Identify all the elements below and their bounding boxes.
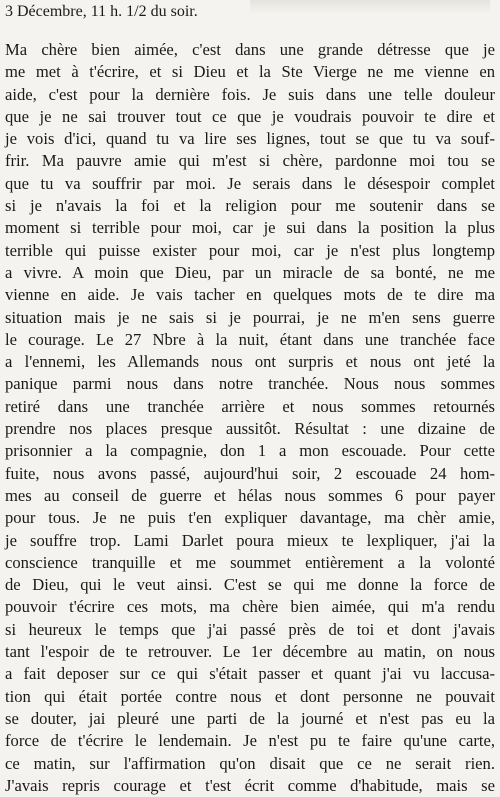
letter-line: si heureux le temps que j'ai passé près de toi et dont j'avais (5, 619, 495, 639)
letter-line: je vois d'ici, quand tu va lire ses lignes, tout se que tu va souf- (5, 129, 495, 149)
letter-line: aide, c'est pour la dernière fois. Je suis dans une telle douleur (5, 84, 495, 104)
letter-line: fuite, nous avons passé, aujourd'hui soir, 2 escouade 24 hom- (5, 463, 495, 483)
letter-line: tion qui était portée contre nous et dont personne ne pouvait (5, 686, 495, 706)
letter-line: J'avais repris courage et t'est écrit comme d'habitude, mais se (5, 775, 495, 795)
letter-line: conscience tranquille et me soummet entièrement a la volonté (5, 552, 495, 572)
letter-line: a vivre. A moin que Dieu, par un miracle de sa bonté, ne me (5, 262, 495, 282)
letter-line: le courage. Le 27 Nbre à la nuit, étant dans une tranchée face (5, 329, 495, 349)
letter-line: me met à t'écrire, et si Dieu et la Ste Vierge ne me vienne en (5, 62, 495, 82)
letter-line: terrible qui puisse exister pour moi, car je n'est plus longtemp (5, 240, 495, 260)
letter-line: se douter, jai pleuré une parti de la journé et n'est pas eu la (5, 708, 495, 728)
letter-line: si je n'avais la foi et la religion pour me soutenir dans se (5, 196, 495, 216)
letter-line: mes au conseil de guerre et hélas nous sommes 6 pour payer (5, 485, 495, 505)
letter-line: que tu va souffrir par moi. Je serais dans le désespoir complet (5, 173, 495, 193)
letter-line: frir. Ma pauvre amie qui m'est si chère, pardonne moi tou se (5, 151, 495, 171)
letter-line: a fait deposer sur ce qui s'était passer et quant j'ai vu laccusa- (5, 664, 495, 684)
letter-line: ce matin, sur l'affirmation qu'on disait que ce ne serait rien. (5, 753, 495, 773)
letter-line: de Dieu, qui le veut ainsi. C'est se qui me donne la force de (5, 575, 495, 595)
letter-line: Ma chère bien aimée, c'est dans une grande détresse que je (5, 40, 495, 59)
bleed-through-shadow (250, 0, 490, 14)
letter-line: situation mais je ne sais si je pourrai, je ne m'en sens guerre (5, 307, 495, 327)
letter-line: retiré dans une tranchée arrière et nous sommes retournés (5, 396, 495, 416)
letter-line: panique parmi nous dans notre tranchée. Nous nous sommes (5, 374, 495, 394)
letter-line: a l'ennemi, les Allemands nous ont surpris et nous ont jeté la (5, 352, 495, 372)
letter-line: prisonnier a la compagnie, don 1 a mon escouade. Pour cette (5, 441, 495, 461)
letter-line: je souffre trop. Lami Darlet poura mieux te lexpliquer, j'ai la (5, 530, 495, 550)
letter-line: prendre nos places presque aussitôt. Résultat : une dizaine de (5, 419, 495, 439)
letter-dateline: 3 Décembre, 11 h. 1/2 du soir. (5, 3, 198, 20)
letter-line: pouvoir t'écrire ces mots, ma chère bien aimée, qui m'a rendu (5, 597, 495, 617)
letter-line: pour tous. Je ne puis t'en expliquer davantage, ma chèr amie, (5, 508, 495, 528)
letter-line: force de t'écrire le lendemain. Je n'est pu te faire qu'une carte, (5, 731, 495, 751)
letter-line: tant l'espoir de te retrouver. Le 1er décembre au matin, on nous (5, 642, 495, 662)
letter-body (5, 39, 495, 797)
letter-line: vienne en aide. Je vais tacher en quelques mots de te dire ma (5, 285, 495, 305)
letter-line: moment si terrible pour moi, car je sui dans la position la plus (5, 218, 495, 238)
letter-line: que je ne sai trouver tout ce que je voudrais pouvoir te dire et (5, 106, 495, 126)
